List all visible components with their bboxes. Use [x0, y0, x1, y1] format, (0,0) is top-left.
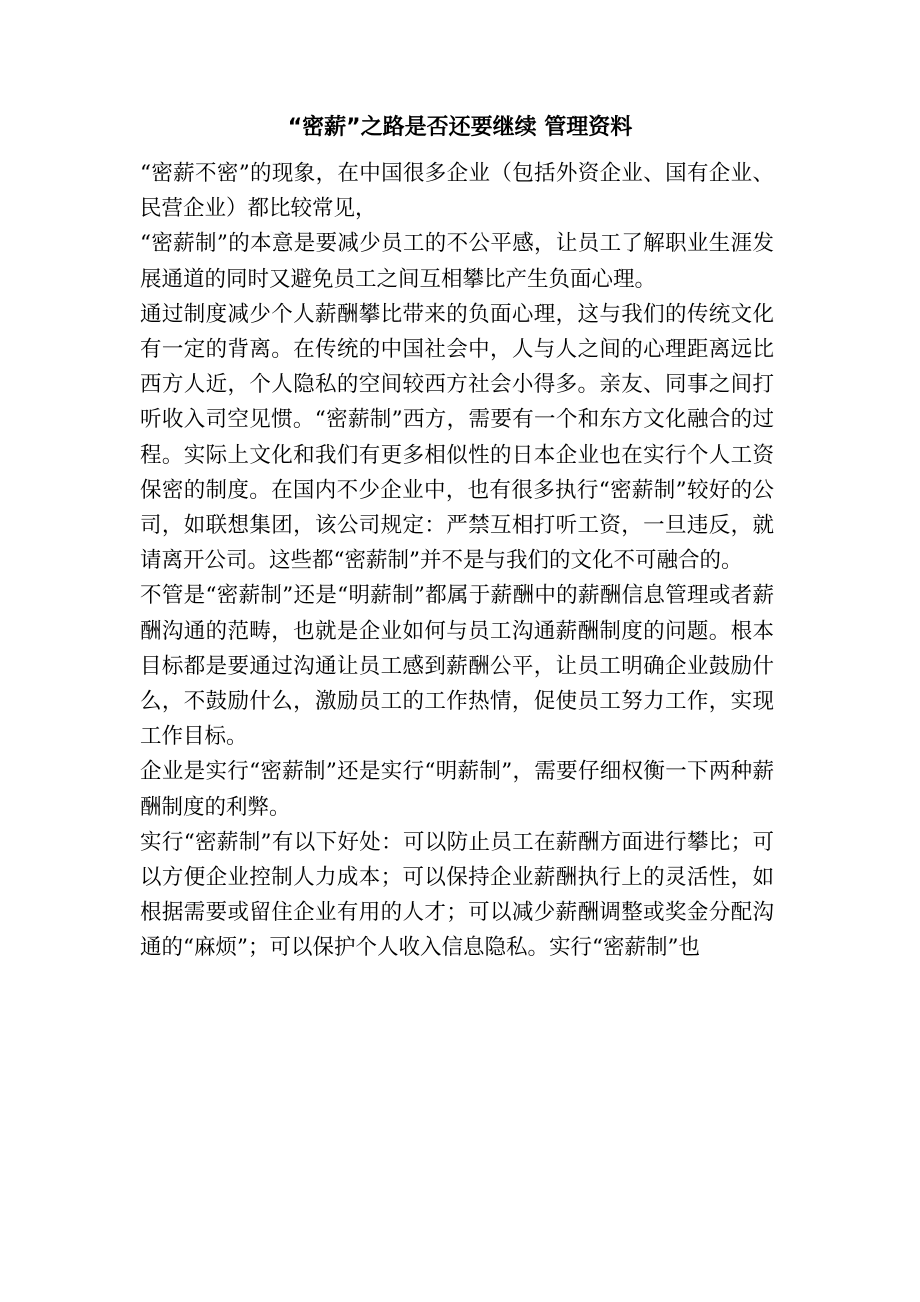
paragraph-2: “密薪制”的本意是要减少员工的不公平感，让员工了解职业生涯发展通道的同时又避免员工之间互相攀比产生负面心理。: [140, 231, 774, 292]
paragraph-4: 不管是“密薪制”还是“明薪制”都属于薪酬中的薪酬信息管理或者薪酬沟通的范畴，也就是企业如何与员工沟通薪酬制度的问题。根本目标都是要通过沟通让员工感到薪酬公平，让员工明确企业鼓励什么，不鼓励什么，激励员工的工作热情，促使员工努力工作，实现工作目标。: [140, 583, 774, 750]
document-body: [140, 156, 774, 966]
paragraph-6: 实行“密薪制”有以下好处：可以防止员工在薪酬方面进行攀比；可以方便企业控制人力成本；可以保持企业薪酬执行上的灵活性，如根据需要或留住企业有用的人才；可以减少薪酬调整或奖金分配沟通的“麻烦”；可以保护个人收入信息隐私。实行“密薪制”也: [140, 829, 774, 961]
paragraph-5: 企业是实行“密薪制”还是实行“明薪制”，需要仔细权衡一下两种薪酬制度的利弊。: [140, 759, 774, 820]
paragraph-3: 通过制度减少个人薪酬攀比带来的负面心理，这与我们的传统文化有一定的背离。在传统的中国社会中，人与人之间的心理距离远比西方人近，个人隐私的空间较西方社会小得多。亲友、同事之间打听收入司空见惯。“密薪制”西方，需要有一个和东方文化融合的过程。实际上文化和我们有更多相似性的日本企业也在实行个人工资保密的制度。在国内不少企业中，也有很多执行“密薪制”较好的公司，如联想集团，该公司规定：严禁互相打听工资，一旦违反，就请离开公司。这些都“密薪制”并不是与我们的文化不可融合的。: [140, 301, 774, 574]
document-title: “密薪”之路是否还要继续 管理资料: [287, 115, 633, 140]
paragraph-1: “密薪不密”的现象，在中国很多企业（包括外资企业、国有企业、民营企业）都比较常见，: [140, 161, 774, 222]
